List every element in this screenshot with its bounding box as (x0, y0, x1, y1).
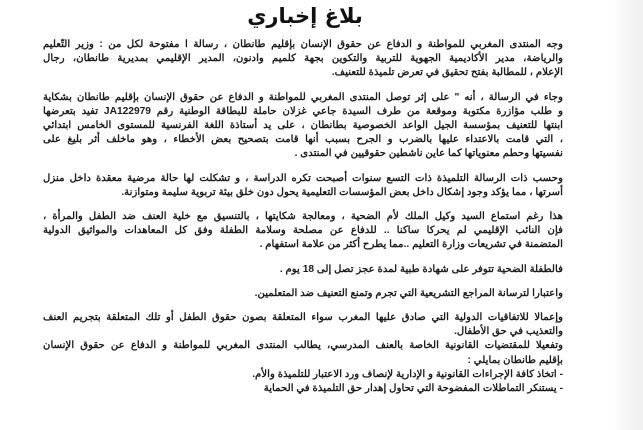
demand-item: - اتخاذ كافة الإجراءات القانونية و الإدارية لإنصاف ورد الاعتبار للتلميذة والأم. (252, 368, 563, 380)
demand-item: - يستنكر التماطلات المفضوحة التي تحاول إهدار حق التلميذة في الحماية (263, 383, 563, 395)
paragraph-international-conventions (43, 311, 563, 339)
text-line: هذا رغم استماع السيد وكيل الملك لأم الضحية ، ومعالجة شكايتها ، بالتنسيق مع خلية العنف ضد الطفل والمرأة ، (43, 211, 563, 223)
text-line: وجه المنتدى المغربي للمواطنة و الدفاع عن حقوق الإنسان بإقليم طانطان ، رسالة ا مفتوحة لكل من : وزير التّعليم (43, 39, 563, 50)
text-line: والتعذيب في حق الأطفال. (454, 326, 563, 338)
paragraph-student-condition (43, 172, 563, 200)
text-line: وجاء في الرسالة ، أنه " على إثر توصل المنتدى المغربي للمواطنة و الدفاع عن حقوق الإنسان بإقليم طانطان بشكاية (43, 91, 563, 103)
paragraph-prosecutor (43, 210, 563, 253)
text-line: بإقليم طانطان بمايلي : (467, 354, 563, 366)
text-line: وإعمالا للاتفاقيات الدولية التي صادق عليها المغرب سواء المتعلقة بصون حقوق الطفل أو تلك المتعلقة بتجريم العنف (43, 312, 563, 324)
text-line: المتضمنة في تشريعات وزارة التعليم ..مما يطرح أكثر من علامة استفهام . (259, 239, 563, 251)
text-line: أسرتها ، مما يؤكد وجود إشكال داخل بعض المؤسسات التعليمية يحول دون خلق بيئة تربوية سليمة ومتوازنة. (121, 186, 563, 198)
text-line: ابنتها للتعنيف بمؤسسة الجيل الواعد الخصوصية بطانطان ، على يد أستاذة اللغة الفرنسية للمستوى الخامس ابتدائي (43, 120, 563, 132)
page-edge-shadow (613, 0, 643, 430)
text-line: وحسب ذات الرسالة التلميذة ذات التسع سنوات أصبحت تكره الدراسة ، و تشكلت لها حالة مرضية معقدة داخل منزل (43, 172, 563, 184)
text-line: نفسيتها وحطم معنوياتها كما عاين ناشطين حقوقيين في المنتدى . (294, 148, 563, 160)
paragraph-demands (43, 339, 563, 396)
document-body (43, 38, 563, 396)
text-line: ، التي قامت بالاعتداء عليها بالضرب و الجرح بسبب أنها قامت بتصحيح بعض الأخطاء ، وهو ماخلف أثر بليغ على (43, 134, 563, 146)
paragraph-complaint (43, 91, 563, 162)
text-line: واعتبارا لترسانة المراجع التشريعية التي تجرم وتمنع التعنيف ضد المتعلمين. (254, 287, 563, 299)
text-line: فإن النائب الإقليمي لم يحركا ساكنا .. للدفاع عن مصلحة وسلامة الطفلة وفق كل المعاهدات والمواثيق الدولية (43, 225, 563, 237)
text-line: الإعلام ، للمطالبة بفتح تحقيق في تعرض تلميذة للتعنيف. (331, 67, 563, 79)
text-line: والرياضة، مدير الأكاديمية الجهوية للتربية والتكوين بجهة كلميم وادنون، المدير الإقليمي بمديرية طانطان، رجال (43, 53, 563, 65)
text-line: و طلب مؤازرة مكتوبة وموقعة من طرف السيدة جاعي غزلان حاملة للبطاقة الوطنية رقم JA122979 تفيد بتعرضها (43, 105, 563, 117)
text-line: وتفعيلا للمقتضيات القانونية الخاصة بالعنف المدرسي، يطالب المنتدى المغربي للمواطنة و الدفاع عن حقوق الإنسان (43, 340, 563, 352)
document-title: بلاغ إخباري (247, 4, 363, 28)
paragraph-legislation (43, 287, 563, 301)
paragraph-medical-certificate (43, 263, 563, 277)
paragraph-open-letter (43, 38, 563, 81)
text-line: فالطفلة الضحية تتوفر على شهادة طبية لمدة عجز تصل إلى 18 يوم . (279, 263, 563, 275)
